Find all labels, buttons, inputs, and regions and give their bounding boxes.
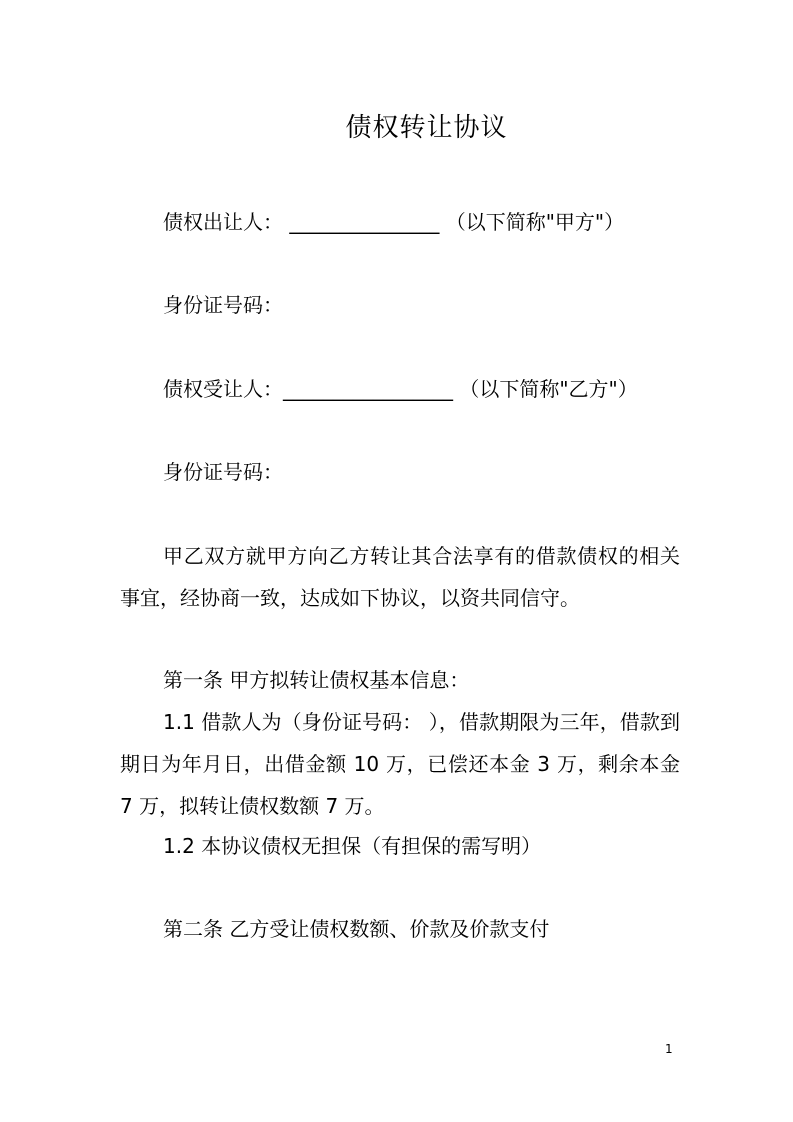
document-title: 债权转让协议 — [345, 113, 508, 143]
article-1-heading: 第一条 甲方拟转让债权基本信息： — [163, 668, 470, 692]
transferor-line: 债权出让人： _______________ （以下简称"甲方"） — [163, 210, 625, 234]
transferor-id-line: 身份证号码： — [163, 293, 283, 317]
intro-paragraph: 甲乙双方就甲方向乙方转让其合法享有的借款债权的相关事宜，经协商一致，达成如下协议，以资共同信守。 — [120, 544, 680, 610]
clause-1-2-line: 1.2 本协议债权无担保（有担保的需写明） — [163, 834, 542, 858]
article-2-heading: 第二条 乙方受让债权数额、价款及价款支付 — [163, 917, 550, 941]
transferee-line: 债权受让人：_________________ （以下简称"乙方"） — [163, 377, 638, 401]
transferee-id-line: 身份证号码： — [163, 460, 283, 484]
page-number: 1 — [665, 1042, 673, 1056]
clause-1-1-paragraph: 1.1 借款人为（身份证号码： ），借款期限为三年，借款到期日为年月日，出借金额 10 万，已偿还本金 3 万，剩余本金 7 万，拟转让债权数额 7 万。 — [120, 710, 680, 818]
